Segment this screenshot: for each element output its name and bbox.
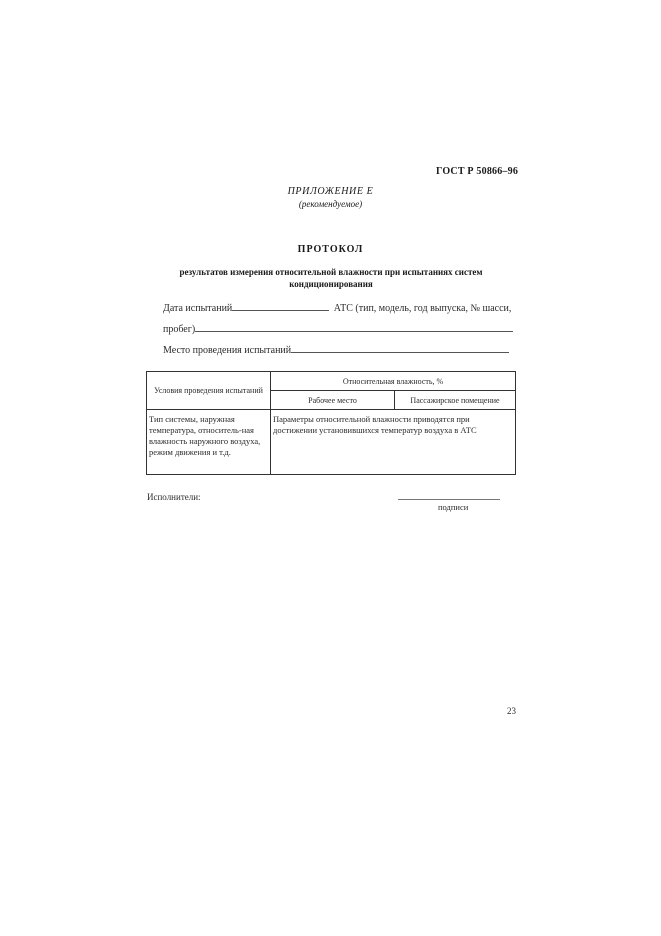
protocol-title: ПРОТОКОЛ xyxy=(297,244,364,255)
appendix-status: (рекомендуемое) xyxy=(298,199,363,209)
test-place-blank xyxy=(291,343,509,353)
protocol-subtitle: результатов измерения относительной влажности при испытаниях систем кондиционирования xyxy=(179,267,483,289)
header-workplace: Рабочее место xyxy=(271,391,395,410)
executors-label: Исполнители: xyxy=(147,492,201,502)
row-conditions: Тип системы, наружная температура, относитель-ная влажность наружного воздуха, режим движения и т.д. xyxy=(147,410,271,475)
row-note: Параметры относительной влажности приводятся при достижении установившихся температур воздуха в АТС xyxy=(271,410,516,475)
test-place-row xyxy=(163,343,509,356)
test-date-row xyxy=(163,301,511,314)
vehicle-label: АТС (тип, модель, год выпуска, № шасси, xyxy=(333,303,512,314)
page-number: 23 xyxy=(507,706,516,716)
header-conditions: Условия проведения испытаний xyxy=(147,372,271,410)
mileage-label: пробег) xyxy=(163,324,196,335)
header-humidity: Относительная влажность, % xyxy=(271,372,516,391)
test-place-label: Место проведения испытаний xyxy=(163,345,292,356)
appendix-title: ПРИЛОЖЕНИЕ Е xyxy=(287,186,374,197)
table-row xyxy=(147,410,516,475)
protocol-table xyxy=(146,371,516,475)
mileage-blank xyxy=(195,322,513,332)
test-date-label: Дата испытаний xyxy=(163,303,233,314)
signature-line xyxy=(398,499,500,500)
mileage-row xyxy=(163,322,513,335)
table-header-row xyxy=(147,372,516,391)
header-passenger: Пассажирское помещение xyxy=(395,391,516,410)
signatures-caption: подписи xyxy=(438,502,469,512)
document-code: ГОСТ Р 50866–96 xyxy=(436,166,519,177)
test-date-blank xyxy=(232,301,329,311)
